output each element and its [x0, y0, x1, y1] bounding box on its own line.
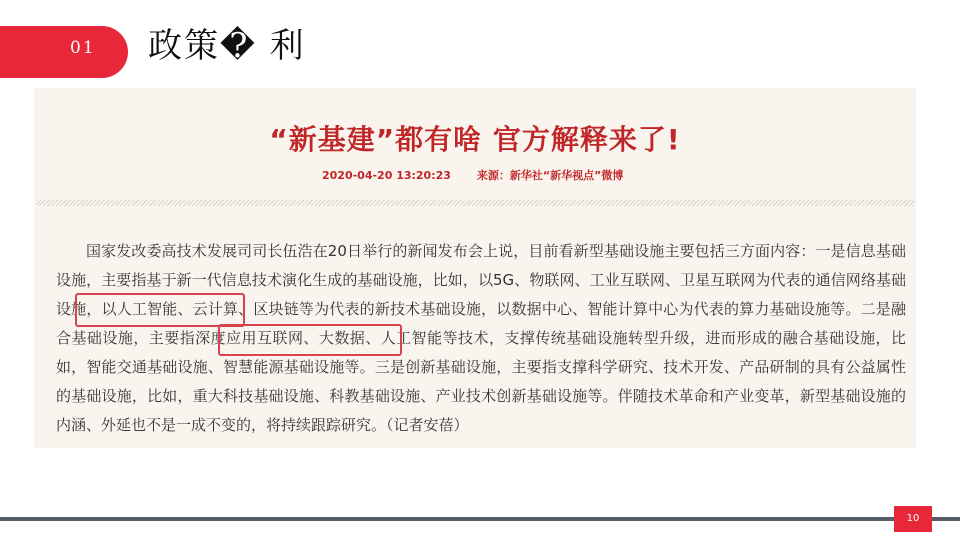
- article-title: “新基建”都有啥 官方解释来了!: [269, 123, 681, 156]
- article-screenshot: [34, 88, 916, 448]
- article-meta: [322, 167, 623, 183]
- highlight-box-integration-tech: [218, 324, 402, 356]
- article-date: 2020-04-20 13:20:23: [322, 169, 451, 182]
- highlight-box-new-tech: [75, 293, 245, 327]
- article-body: 国家发改委高技术发展司司长伍浩在20日举行的新闻发布会上说，目前看新型基础设施主要包括三方面内容：一是信息基础设施，主要指基于新一代信息技术演化生成的基础设施，比如，以5G、物联网、工业互联网、卫星互联网为代表的通信网络基础设施，以人工智能、云计算、区块链等为代表的新技术基础设施，以数据中心、智能计算中心为代表的算力基础设施等。二是融合基础设施，主要指深度应用互联网、大数据、人工智能等技术，支撑传统基础设施转型升级，进而形成的融合基础设施，比如，智能交通基础设施、智慧能源基础设施等。三是创新基础设施，主要指支撑科学研究、技术开发、产品研制的具有公益属性的基础设施，比如，重大科技基础设施、科教基础设施、产业技术创新基础设施等。伴随技术革命和产业变革，新型基础设施的内涵、外延也不是一成不变的，将持续跟踪研究。（记者安蓓）: [56, 242, 906, 434]
- article-source: 来源：新华社“新华视点”微博: [476, 169, 624, 182]
- footer-line: [0, 517, 960, 521]
- page-number: 10: [894, 506, 932, 532]
- slide-title: 政策� 利: [148, 26, 306, 66]
- section-number-tab: [0, 26, 128, 78]
- article-divider: [36, 200, 914, 206]
- section-number: 01: [70, 38, 96, 58]
